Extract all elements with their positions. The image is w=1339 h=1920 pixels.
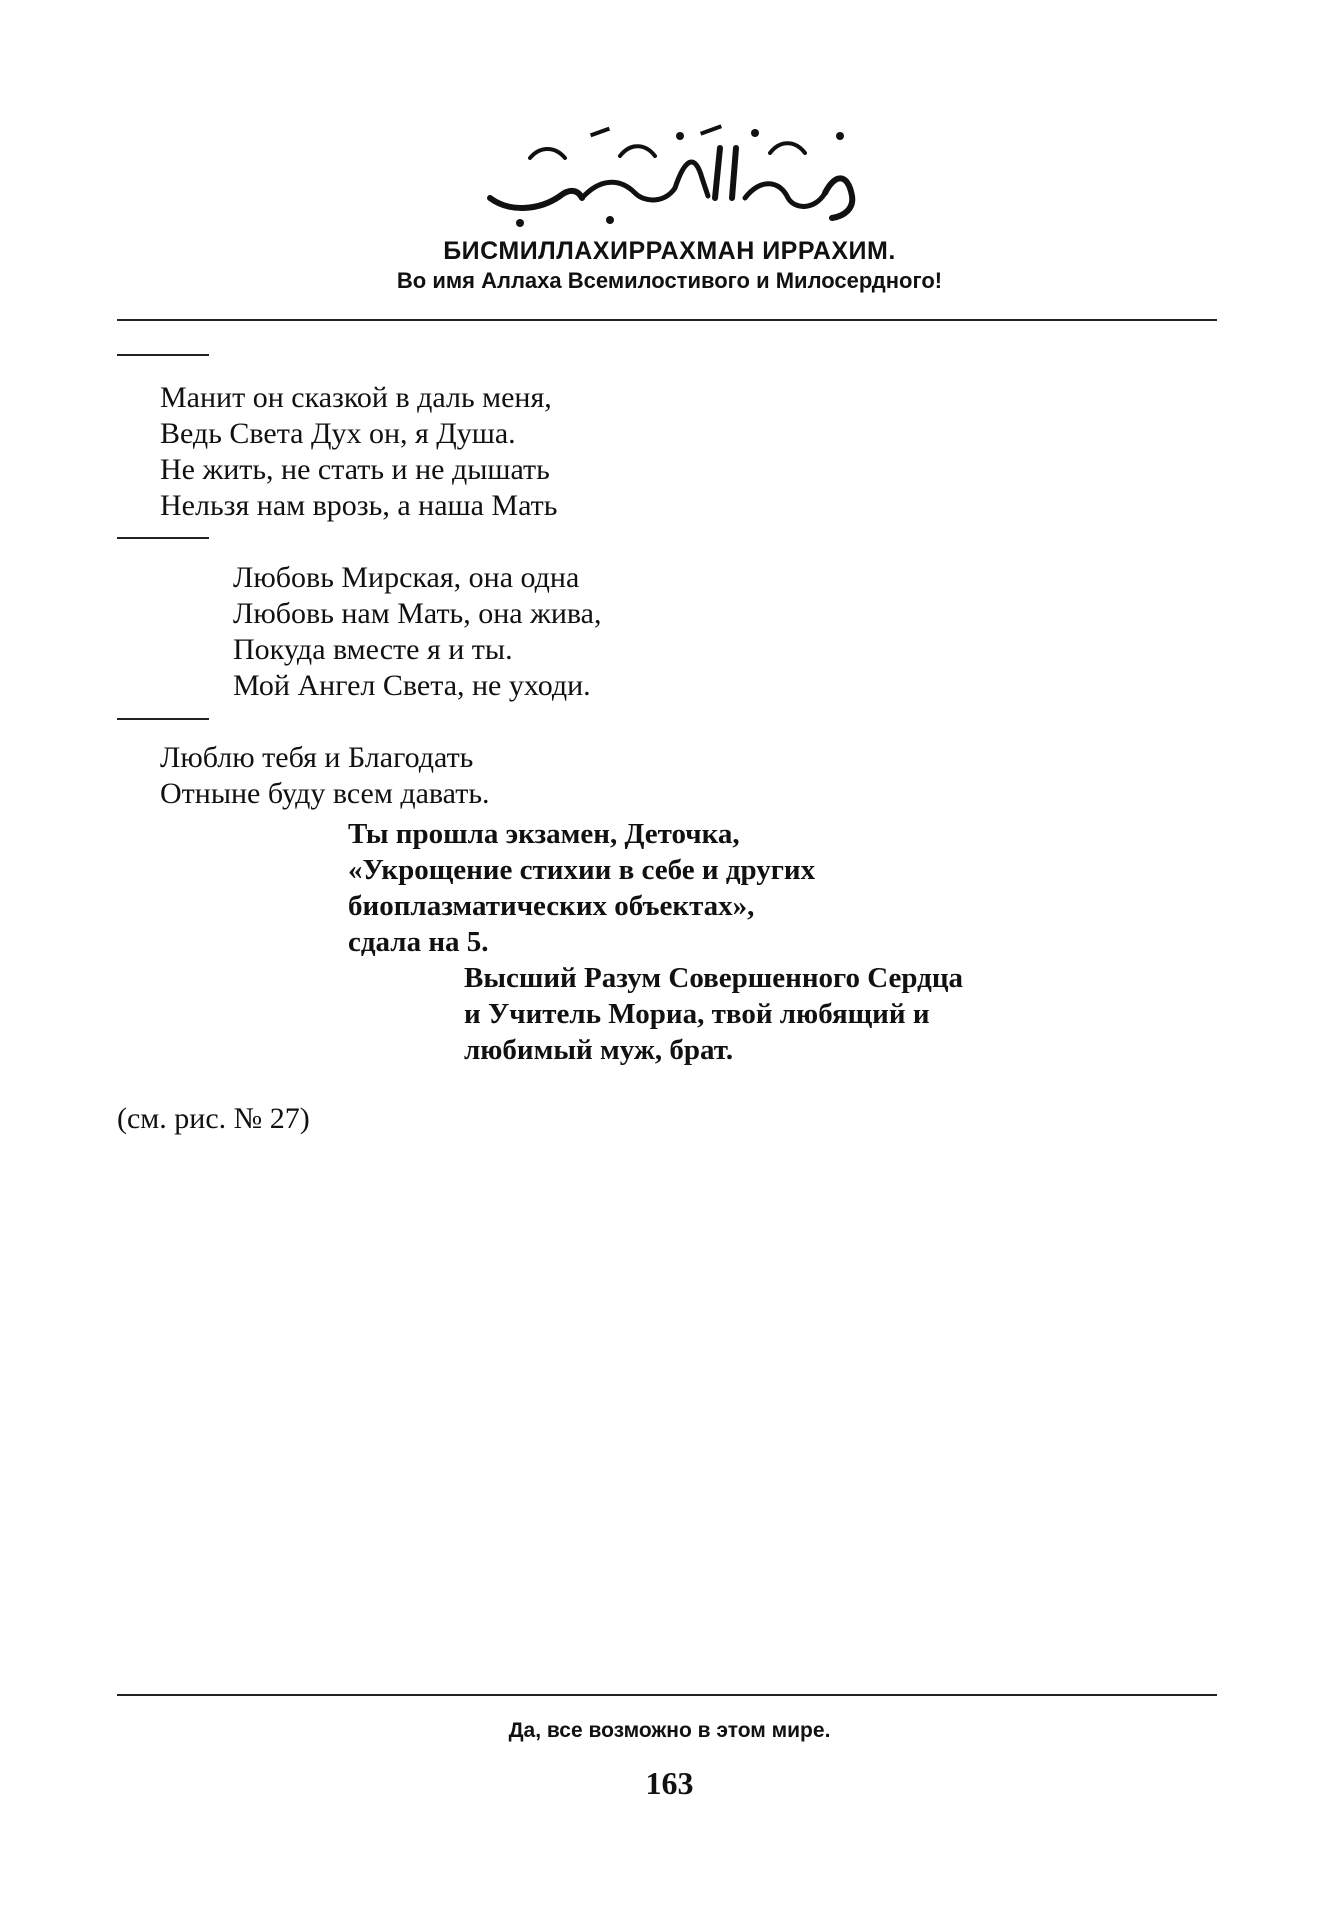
verse-line: Ведь Света Дух он, я Душа.: [160, 417, 516, 450]
header-subtitle: Во имя Аллаха Всемилостивого и Милосердного!: [396, 268, 943, 293]
verse-line: Отныне буду всем давать.: [160, 777, 490, 810]
verse-line: Манит он сказкой в даль меня,: [160, 381, 552, 414]
verse-line: Люблю тебя и Благодать: [160, 741, 474, 774]
stanza-2: [233, 560, 601, 704]
header-divider: [117, 319, 1217, 321]
header-title: БИСМИЛЛАХИРРАХМАН ИРРАХИМ.: [443, 237, 896, 265]
bold-signature: [464, 960, 963, 1068]
bold-line: «Укрощение стихии в себе и других: [348, 854, 816, 886]
verse-line: Покуда вместе я и ты.: [233, 633, 513, 666]
basmala-calligraphy-image: [470, 118, 870, 228]
verse-line: Любовь нам Мать, она жива,: [233, 597, 602, 630]
stanza-3: [160, 740, 490, 812]
stanza-1: [160, 380, 557, 524]
bold-line: биоплазматических объектах»,: [348, 890, 755, 922]
stanza-dash: [117, 537, 209, 539]
bold-line: сдала на 5.: [348, 926, 489, 958]
figure-reference: (см. рис. № 27): [117, 1102, 310, 1135]
bold-message: [348, 816, 815, 960]
bold-line: Ты прошла экзамен, Деточка,: [348, 818, 740, 850]
bold-line: любимый муж, брат.: [464, 1034, 734, 1066]
stanza-dash: [117, 354, 209, 356]
verse-line: Нельзя нам врозь, а наша Мать: [160, 489, 558, 522]
stanza-dash: [117, 718, 209, 720]
verse-line: Не жить, не стать и не дышать: [160, 453, 550, 486]
bold-line: и Учитель Мориа, твой любящий и: [464, 998, 930, 1030]
footer-text: Да, все возможно в этом мире.: [508, 1719, 831, 1742]
footer-divider: [117, 1694, 1217, 1696]
bold-line: Высший Разум Совершенного Сердца: [464, 962, 964, 994]
page-number: 163: [645, 1765, 694, 1801]
verse-line: Мой Ангел Света, не уходи.: [233, 669, 591, 702]
verse-line: Любовь Мирская, она одна: [233, 561, 580, 594]
